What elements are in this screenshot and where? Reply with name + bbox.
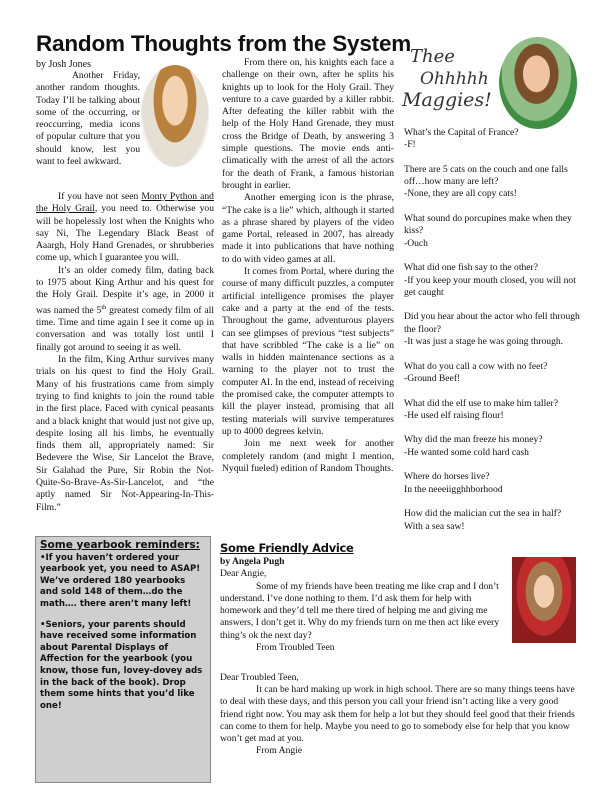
article-paragraph: Another emerging icon is the phrase, “The cake is a lie” which, although it started as a phrase shared by players of the video game Portal, released in 2007, has already made it into publications that have nothing to do with video games at all. xyxy=(222,192,394,265)
joke-answer: -None, they are all copy cats! xyxy=(404,188,517,200)
joke-question: What did the elf use to make him taller? xyxy=(404,397,558,409)
joke-question: Did you hear about the actor who fell through the floor? xyxy=(404,311,580,335)
joke-question: What do you call a cow with no feet? xyxy=(404,360,548,372)
joke-answer: In the neeeiigghhborhood xyxy=(404,483,503,495)
jokes-list xyxy=(404,127,580,545)
joke-question: What’s the Capital of France? xyxy=(404,127,519,138)
advice-reply: It can be hard making up work in high school. There are so many things teens have to deal with these days, and this person you call your friend isn’t acting like a very good friend right now. You may ask them for help a lot but they should feel good that their friends can come to them for help. Maybe you need to go to somebody else for help that you know won’t get mad at you. xyxy=(220,683,575,745)
svg-text:Ohhhhh: Ohhhhh xyxy=(420,69,489,89)
joke-answer: With a sea saw! xyxy=(404,520,465,532)
joke-question: Why did the man freeze his money? xyxy=(404,434,543,446)
salutation: Dear Angie, xyxy=(220,568,267,580)
joke-question: There are 5 cats on the couch and one falls off…how many are left? xyxy=(404,163,568,188)
reminder-item: •Seniors, your parents should have received some information about Parental Displays of Affection for the yearbook (you know, those fun, lovey-dovey ads in the back of the book). Drop them some hints that you’d like one! xyxy=(40,619,203,711)
signoff: From Angie xyxy=(256,745,303,757)
yearbook-reminders-box xyxy=(35,536,211,783)
article-column-1 xyxy=(36,191,214,514)
maggies-heading xyxy=(402,38,498,112)
article-paragraph: If you have not seen Monty Python and the Holy Grail, you need to. Otherwise you will be hopelessly lost when the Knights who say Ni, The Legendary Black Beast of Aaargh, Holy Hand Grenades, or shrubberies come up, which I guarantee you will. xyxy=(36,191,215,264)
joke-question: How did the malician cut the sea in half? xyxy=(404,508,562,520)
article-paragraph: Another Friday, another random thoughts. Today I’ll be talking about some of the occurring, or reoccurring, media icons of popular culture that you should know, lest you want to feel awkward. xyxy=(36,70,140,168)
joke-item xyxy=(404,311,580,348)
article-paragraph: It’s an older comedy film, dating back to 1975 about King Arthur and his quest for the Holy Grail. Despite it’s age, in 2000 it was named the 5th greatest comedy film of all time. Time and time again I see it come up in conversation and was totally lost until I finally got around to seeing it as well. xyxy=(36,264,214,353)
reminders-heading: Some yearbook reminders: xyxy=(40,539,200,551)
maggies-heading-text: Thee xyxy=(410,46,455,67)
maggie-photo xyxy=(499,37,577,129)
signoff: From Troubled Teen xyxy=(256,642,335,654)
advice-column xyxy=(220,556,578,758)
article-paragraph: Join me next week for another completely random (and might I mention, Nyquil fueled) edition of Random Thoughts. xyxy=(222,438,394,474)
joke-answer: -F! xyxy=(404,139,416,151)
joke-answer: -He used elf raising flour! xyxy=(404,409,504,421)
author-photo xyxy=(141,65,209,167)
joke-item xyxy=(404,398,580,423)
advice-letter: Some of my friends have been treating me like crap and I don’t understand. I’ve done nothing to them. I’d ask them for help with homework and they’d tell me there tired of helping me and giving me answers, I don’t get it. Why do my friends turn on me then act like every thing’s ok the next day? xyxy=(220,580,500,641)
joke-item xyxy=(404,471,580,496)
joke-question: What sound do porcupines make when they kiss? xyxy=(404,213,572,237)
byline: by Josh Jones xyxy=(36,59,92,70)
article-paragraph: In the film, King Arthur survives many trials on his quest to find the Holy Grail. Many of his frustrations came from simply trying to find knights to join the round table in the first place. Faced with cynical peasants and a black knight that would just not give up, despite losing all his limbs, he eventually finds them all, appropriately named: Sir Bedevere the Wise, Sir Lancelot the Brave, Sir Galahad the Pure, Sir Robin the Not-Quite-So-Brave-As-Sir-Lancelot, and “the aptly named Sir Not-Appearing-In-This-Film.” xyxy=(36,354,214,513)
joke-answer: -Ground Beef! xyxy=(404,372,461,384)
joke-item xyxy=(404,213,580,250)
joke-item xyxy=(404,508,580,533)
joke-answer: -Ouch xyxy=(404,237,428,249)
advice-byline: by Angela Pugh xyxy=(220,556,285,567)
article-column-2 xyxy=(222,57,394,475)
advice-title: Some Friendly Advice xyxy=(220,541,354,555)
joke-answer: -If you keep your mouth closed, you will not get caught xyxy=(404,274,576,298)
joke-item xyxy=(404,127,580,152)
joke-item xyxy=(404,262,580,299)
joke-question: Where do horses live? xyxy=(404,471,490,483)
article-paragraph: It comes from Portal, where during the course of many difficult puzzles, a computer artificial intelligence promises the player cake and a party at the end of the tests. Throughout the game, adventurous players can see glimpses of previous “test subjects” that have scribbled “The cake is a lie” on walls in hidden maintenance sections as a warning to the player not to trust the computer AI. In the end, instead of receiving the promised cake, the computer attempts to kill the player instead, promising that all testing materials will survive temperatures up to 4000 degrees kelvin. xyxy=(222,266,394,437)
joke-item xyxy=(404,164,580,201)
joke-answer: -He wanted some cold hard cash xyxy=(404,446,529,458)
salutation: Dear Troubled Teen, xyxy=(220,671,299,683)
joke-item xyxy=(404,361,580,386)
joke-item xyxy=(404,434,580,459)
movie-title: Monty Python and the Holy Grail xyxy=(36,191,214,215)
joke-question: What did one fish say to the other? xyxy=(404,262,539,274)
joke-answer: -It was just a stage he was going through. xyxy=(404,336,564,348)
article-paragraph: From there on, his knights each face a challenge on their own, after he splits his knights up to look for the Holy Grail. They venture to a cave guarded by a killer rabbit. After defeating the killer rabbit with the help of the Holy Hand Grenade, they must cross the Bridge of Death, by answering 3 simple questions. The movie ends anti-climatically with the arrest of all the actors for the death of Frank, a famous historian brought in earlier. xyxy=(222,57,394,191)
reminder-item: •If you haven’t ordered your yearbook yet, you need to ASAP! We’ve ordered 180 yearbooks and sold 148 of them…do the math…. there aren’t many left! xyxy=(40,552,201,609)
article-intro xyxy=(36,70,140,168)
svg-text:Maggies!: Maggies! xyxy=(402,89,492,111)
page-title: Random Thoughts from the System xyxy=(36,31,412,56)
